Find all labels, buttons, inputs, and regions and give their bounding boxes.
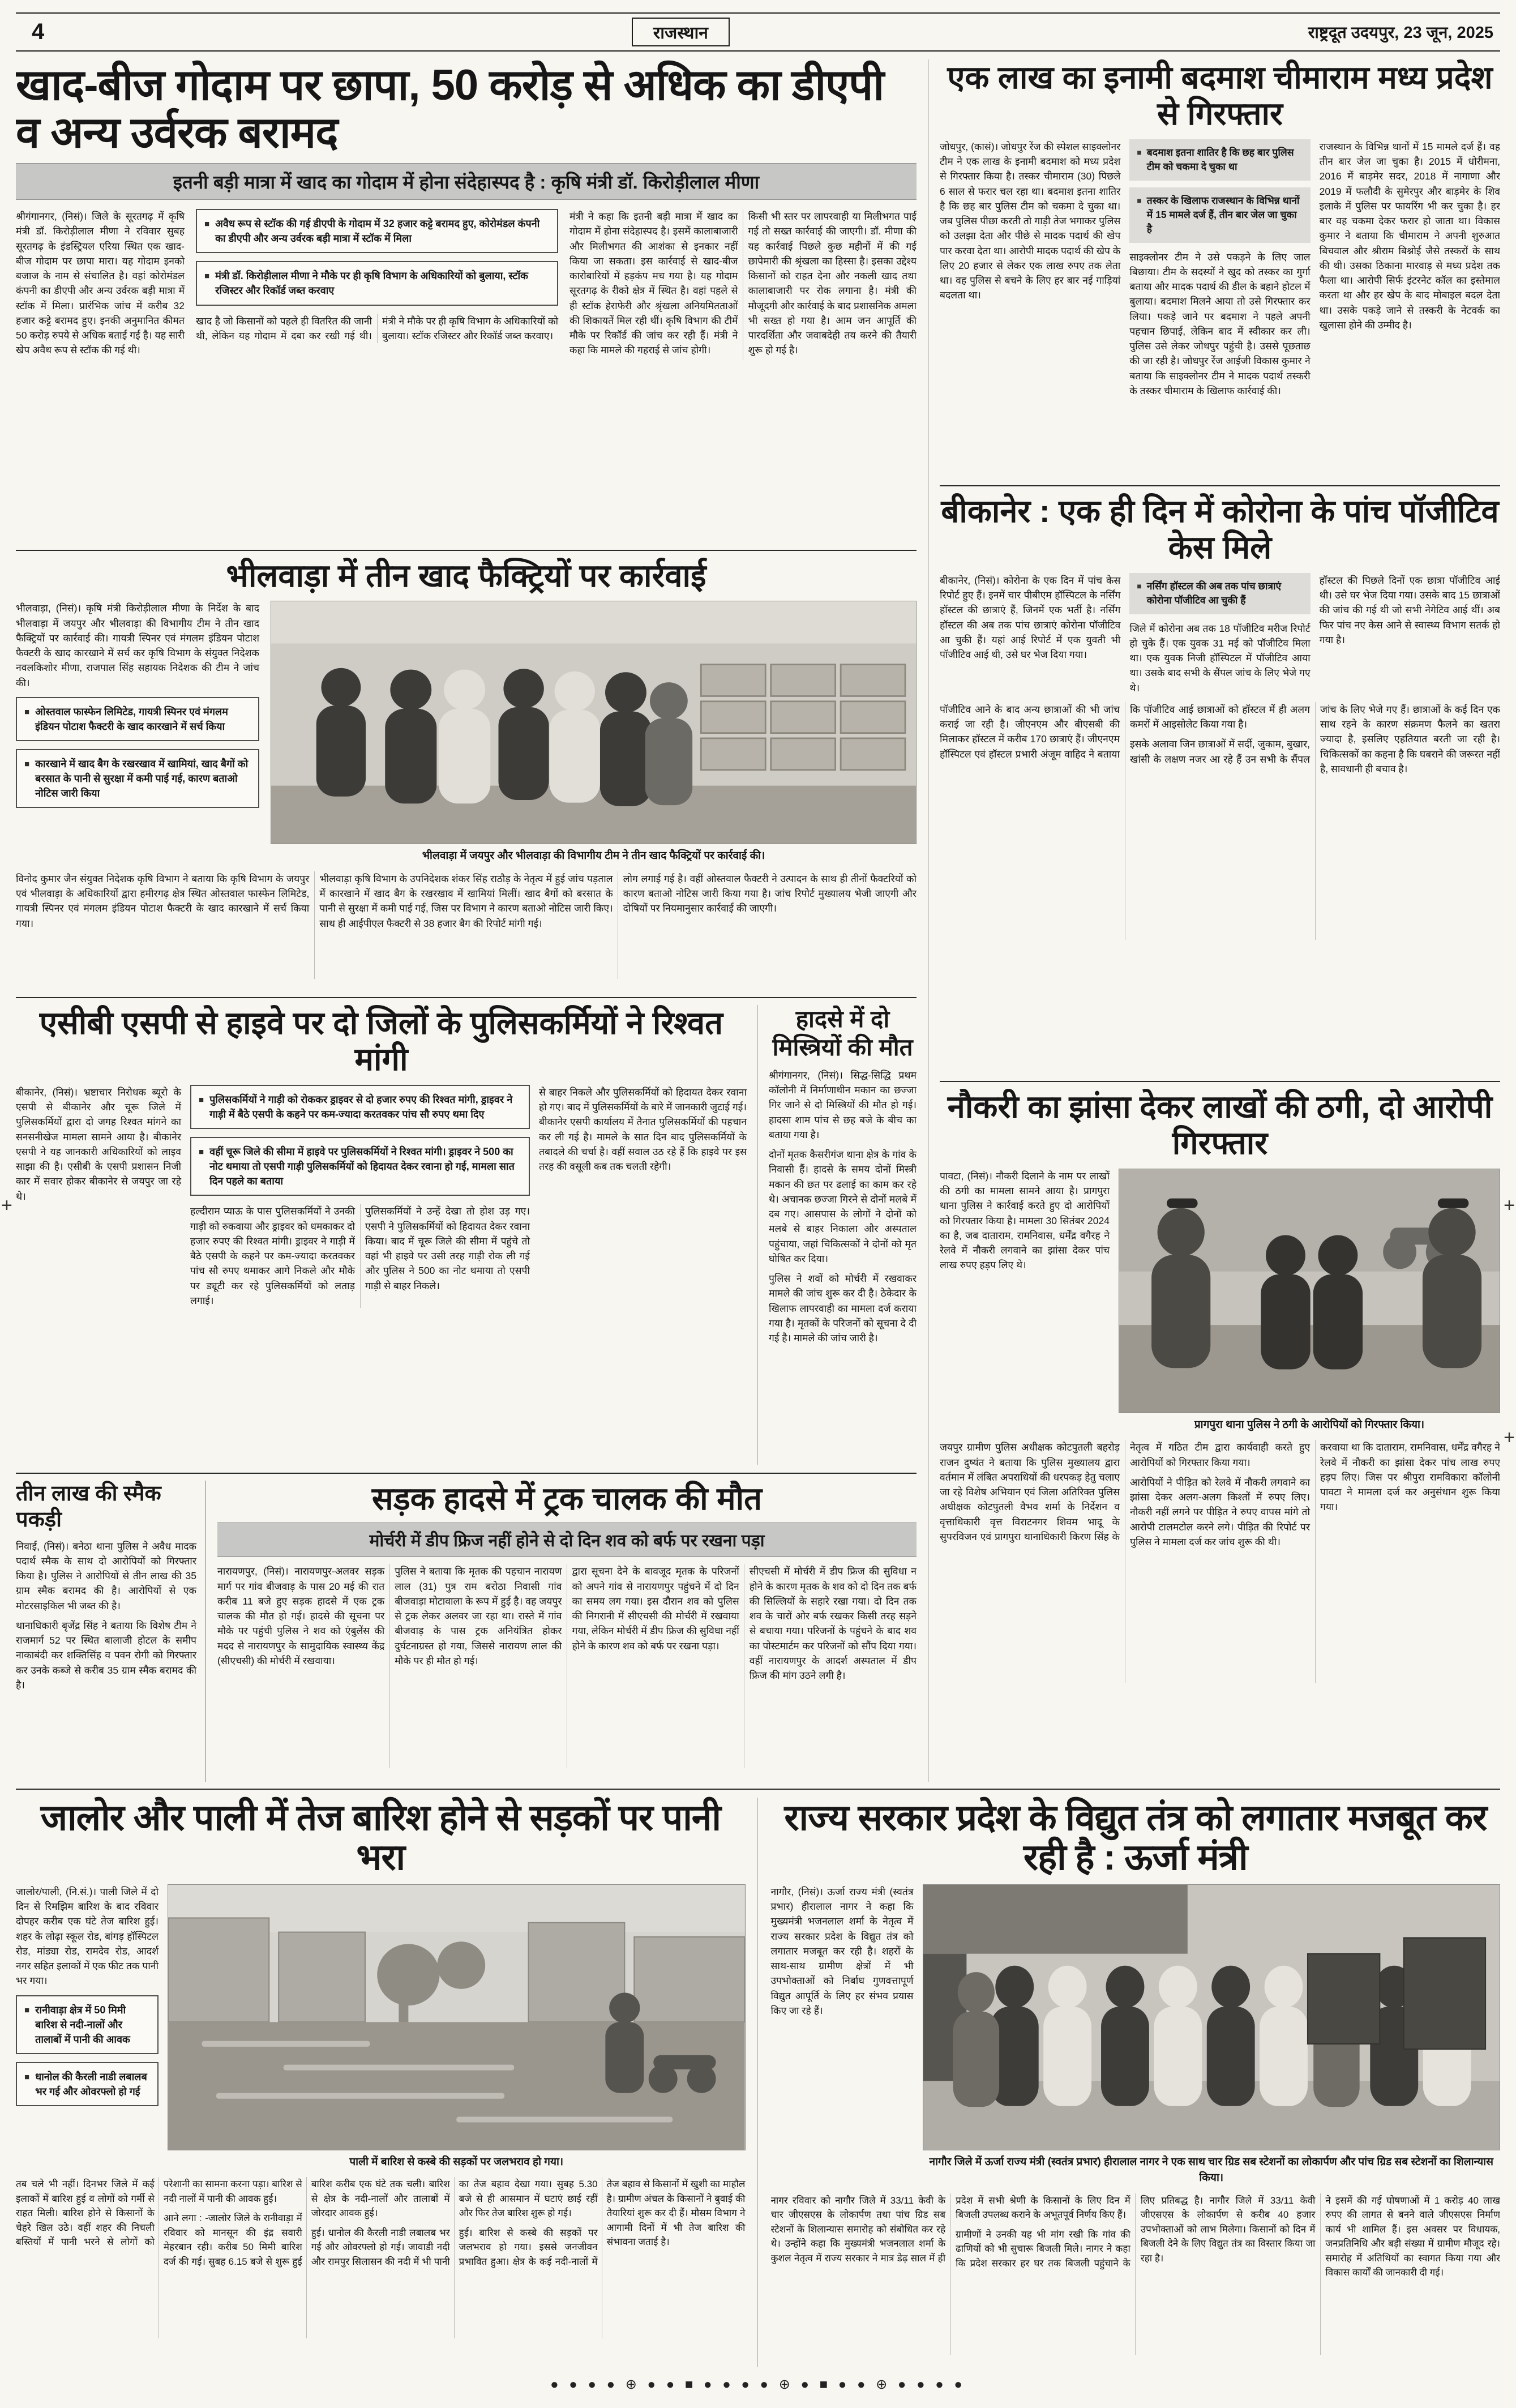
- right-region: [928, 59, 1500, 1782]
- photo-caption: प्रागपुरा थाना पुलिस ने ठगी के आरोपियों को गिरफ्तार किया।: [1194, 1418, 1425, 1431]
- paragraph: जोधपुर, (कासं)। जोधपुर रेंज की स्पेशल साइक्लोनर टीम ने एक लाख के इनामी बदमाश को मध्य प्रदेश से गिरफ्तार किया है। तस्कर चीमाराम (30) पिछले 6 साल से फरार चल रहा था। बदमाश इतना शातिर है कि छह बार पुलिस टीम को चकमा दे चुका था। जब पुलिस पीछा करती तो गाड़ी तेज भगाकर पुलिस को उलझा देता और पीछे से मादक पदार्थ की खेप पार करवा देता था। आरोपी मादक पदार्थ की खेप के लिए 20 हजार से लेकर एक लाख रुपए तक लेता था। वह पुलिस से बचने के लिए हर बार नई गाड़ियां बदलता था।: [940, 140, 1121, 301]
- bullet-item: ■ कारखाने में खाद बैग के रखरखाव में खामियां, खाद बैगों को बरसात के पानी से सुरक्षा में कमी पाई गई, कारण बताओ नोटिस जारी किया: [16, 749, 259, 808]
- headline: जालोर और पाली में तेज बारिश होने से सड़कों पर पानी भरा: [40, 1797, 721, 1878]
- paragraph: भीलवाड़ा कृषि विभाग के उपनिदेशक शंकर सिंह राठौड़ के नेतृत्व में हुई जांच पड़ताल में कारखाने में खाद बैग के रखरखाव में खामियां मिलीं। खाद बैगों को बरसात के पानी से सुरक्षा में कमी पाई गई, जिस पर विभाग ने कारण बताओ नोटिस जारी किए। साथ ही आईपीएल फैक्टरी से 38 हजार बैग की रिपोर्ट मांगी गई।: [319, 872, 613, 929]
- masthead: [16, 12, 1500, 52]
- photo-caption: नागौर जिले में ऊर्जा राज्य मंत्री (स्वतंत्र प्रभार) हीरालाल नागर ने एक साथ चार ग्रिड सब स्टेशनों का लोकार्पण और पांच ग्रिड सब स्टेशनों का शिलान्यास किया।: [929, 2155, 1493, 2184]
- text-strip: [771, 2193, 1501, 2355]
- article-bhilwara-factories: [16, 558, 917, 989]
- paragraph: आने लगा : -जालोर जिले के रानीवाड़ा में रविवार को मानसून की इंद्र सवारी मेहरबान रही। करीब 50 मिमी बारिश दर्ज की गई। सुबह 6.15 बजे से शुरू हुई बारिश करीब एक घंटे तक चली। बारिश से क्षेत्र के नदी-नालों और तालाबों में जोरदार आवक हुई।: [163, 2179, 450, 2267]
- paragraph: किसी भी स्तर पर लापरवाही या मिलीभगत पाई गई तो सख्त कार्रवाई की जाएगी। डॉ. मीणा की यह कार्रवाई पिछले कुछ महीनों में की गई छापेमारी की श्रृंखला का हिस्सा है। इसका उद्देश्य किसानों को राहत देना और नकली खाद तथा कालाबाजारी पर रोक लगाना है। मंत्री की मौजूदगी और कार्रवाई के बाद प्रशासनिक अमला भी सख्त हो गया है। आम जन आपूर्ति की पारदर्शिता और जवाबदेही तय करने की तैयारी शुरू हो गई है।: [748, 211, 917, 356]
- registration-mark: +: [1504, 1195, 1515, 1216]
- registration-mark: +: [1504, 1427, 1515, 1448]
- text-column: [1129, 139, 1310, 398]
- section-title: राजस्थान: [632, 18, 730, 46]
- paragraph: बीकानेर, (निसं)। भ्रष्टाचार निरोधक ब्यूरो के एसपी से बीकानेर और चूरू जिले में पुलिसकर्मियों द्वारा दो जगह रिश्वत मांगने का सनसनीखेज मामला सामने आया है। बीकानेर एसपी ने यह जानकारी अधिकारियों को लाइव साझा की है। एसीबी के एसपी प्रशासन निजी कार में सवार होकर बीकानेर से जयपुर जा रहे थे।: [16, 1086, 181, 1202]
- text-strip: [16, 871, 917, 979]
- waterlogged-street-photo: [168, 1884, 746, 2150]
- bullet-item: ■ ओस्तवाल फास्फेन लिमिटेड, गायत्री स्पिनर एवं मंगलम इंडियन पोटाश फैक्टरी के खाद कारखाने में सर्च किया: [16, 697, 259, 741]
- text-column: [1129, 573, 1310, 695]
- paragraph: पुलिस ने शवों को मोर्चरी में रखवाकर मामले की जांच शुरू कर दी है। ठेकेदार के खिलाफ लापरवाही का मामला दर्ज कराया गया है। मृतकों के परिजनों को सूचना दे दी गई है। मामले की जांच जारी है।: [769, 1273, 917, 1344]
- text-column: [539, 1085, 747, 1308]
- headline: खाद-बीज गोदाम पर छापा, 50 करोड़ से अधिक का डीएपी व अन्य उर्वरक बरामद: [16, 61, 884, 157]
- text-strip: [16, 2177, 746, 2338]
- grid-substation-ceremony-photo: [923, 1884, 1501, 2150]
- paragraph: मंत्री ने कहा कि इतनी बड़ी मात्रा में खाद का गोदाम में होना संदेहास्पद है। इसमें कालाबाजारी और मिलीभगत की आशंका से इनकार नहीं किया जा सकता। इस कार्रवाई से खाद-बीज कारोबारियों में हड़कंप मच गया है। यह गोदाम सूरतगढ़ के रीको क्षेत्र में स्थित है। वहां पहले से ही स्टॉक हेराफेरी और श्रृंखला अनियमितताओं की शिकायतें मिल रही थीं। कृषि विभाग की टीमें मौके पर रिकॉर्ड की जांच कर रही हैं। मंत्री ने कहा कि मामले की गहराई से जांच होगी।: [569, 211, 738, 356]
- text-column: [771, 1884, 914, 2187]
- paragraph: नारायणपुर, (निसं)। नारायणपुर-अलवर सड़क मार्ग पर गांव बीजवाड़ के पास 20 मई की रात करीब 11 बजे हुए सड़क हादसे में एक ट्रक चालक की मौत हो गई। हादसे की सूचना पर मौके पर पहुंची पुलिस ने शव को एंबुलेंस की मदद से नारायणपुर के सामुदायिक स्वास्थ्य केंद्र (सीएचसी) की मोर्चरी में रखवाया।: [217, 1566, 385, 1666]
- text-column: [1320, 139, 1500, 398]
- paragraph: श्रीगंगानगर, (निसं)। सिद्ध-सिद्धि प्रथम कॉलोनी में निर्माणाधीन मकान का छज्जा गिर जाने से दो मिस्त्रियों की मौत हो गई। हादसा शाम पांच से छह बजे के बीच का बताया गया है।: [769, 1069, 917, 1140]
- article-acb-bribe: [16, 1005, 757, 1465]
- paragraph: जिले में कोरोना अब तक 18 पॉजीटिव मरीज रिपोर्ट हो चुके हैं। एक युवक 31 मई को पॉजीटिव मिला था। एक युवक निजी हॉस्पिटल में पॉजीटिव आया था। उसके बाद सभी के सैंपल जांच के लिए भेजे गए थे।: [1129, 622, 1311, 694]
- bullet-item: ■ वहीं चूरू जिले की सीमा में हाइवे पर पुलिसकर्मियों ने रिश्वत मांगी। ड्राइवर ने 500 का नोट थमाया तो एसपी गाड़ी पुलिसकर्मियों को हिदायत देकर रवाना हो गई, मामला सात दिन पहले का बताया: [190, 1137, 530, 1196]
- text-column: [769, 1068, 917, 1346]
- paragraph: निवाई, (निसं)। बनेठा थाना पुलिस ने अवैध मादक पदार्थ स्मैक के साथ दो आरोपियों को गिरफ्तार किया है। पुलिस ने आरोपियों से तीन लाख की 35 ग्राम स्मैक बरामद की है। आरोपियों से एक मोटरसाइकिल भी जब्त की है।: [16, 1540, 196, 1611]
- paragraph: नागर रविवार को नागौर जिले में 33/11 केवी के चार जीएसएस के लोकार्पण तथा पांच ग्रिड सब स्टेशनों के शिलान्यास समारोह को संबोधित कर रहे थे। उन्होंने कहा कि मुख्यमंत्री भजनलाल शर्मा के कुशल नेतृत्व में राज्य सरकार ने मात्र डेढ़ साल में ही प्रदेश में सभी श्रेणी के किसानों के लिए दिन में बिजली उपलब्ध कराने के अभूतपूर्व निर्णय किए हैं।: [770, 2195, 1130, 2264]
- main-content: [16, 59, 1500, 1782]
- divider: [16, 1473, 917, 1474]
- registration-mark: +: [1, 1195, 12, 1216]
- paragraph: श्रीगंगानगर, (निसं)। जिले के सूरतगढ़ में कृषि मंत्री डॉ. किरोड़ीलाल मीणा ने रविवार सुबह सूरतगढ़ के इंडस्ट्रियल एरिया स्थित एक खाद-बीज गोदाम पर छापा मारा। यह गोदाम इनको बजाज के नाम से संचालित है। वहां कोरोमंडल कंपनी का डीएपी और अन्य उर्वरक बड़ी मात्रा में स्टॉक में मिला। प्रारंभिक जांच में करीब 32 हजार कट्टे बरामद हुए। इनकी अनुमानित कीमत 50 करोड़ रुपये से अधिक बताई गई है। यह सारी खेप अवैध रूप से स्टॉक की गई थी।: [16, 211, 185, 356]
- left-region: [16, 59, 928, 1782]
- article-row: [16, 1005, 917, 1465]
- text-strip: [217, 1564, 917, 1768]
- article-energy-minister: [771, 1798, 1501, 2367]
- paragraph: पॉजीटिव आने के बाद अन्य छात्राओं की भी जांच कराई जा रही है। जीएनएम और बीएसबी की मिलाकर हॉस्टल में करीब 170 छात्राएं हैं। जीएनएम हॉस्पिटल एवं हॉस्टल प्रभारी अंजूम वाहिद ने बताया कि पॉजीटिव आई छात्राओं को हॉस्टल में ही अलग कमरों में आइसोलेट किया गया है।: [940, 703, 1310, 760]
- text-strip: [940, 1440, 1500, 1683]
- headline: भीलवाड़ा में तीन खाद फैक्ट्रियों पर कार्रवाई: [226, 558, 706, 593]
- paragraph: तब चले भी नहीं। दिनभर जिले में कई इलाकों में बारिश हुई व लोगों को गर्मी से राहत मिली। बारिश होने से किसानों के चेहरे खिल उठे। वहीं शहर की निचली बस्तियों में पानी भरने से लोगों को परेशानी का सामना करना पड़ा। बारिश से नदी नालों में पानी की आवक हुई।: [16, 2179, 302, 2248]
- paragraph: साइक्लोनर टीम ने उसे पकड़ने के लिए जाल बिछाया। टीम के सदस्यों ने खुद को तस्कर का गुर्गा बताया और मादक पदार्थ की डील के बहाने होटल में बुलाया। बदमाश मिलने आया तो उसे गिरफ्तार कर लिया। पकड़े जाने पर बदमाश ने पहले अपनी पहचान छिपाई, लेकिन बाद में स्वीकार कर ली। पुलिस उसे लेकर जोधपुर पहुंची है। उससे पूछताछ की जा रही है। जोधपुर रेंज आईजी विकास कुमार ने बताया कि साइक्लोनर टीम ने मादक पदार्थ तस्करी के तस्कर चीमाराम के खिलाफ कार्रवाई की।: [1129, 251, 1311, 396]
- highlight-item: ■ नर्सिंग हॉस्टल की अब तक पांच छात्राएं कोरोना पॉजीटिव आ चुकी हैं: [1129, 573, 1310, 614]
- article-smack-seized: [16, 1481, 206, 1782]
- paragraph: हॉस्टल की पिछले दिनों एक छात्रा पॉजीटिव आई थी। उसे घर भेज दिया गया। उसके बाद 15 छात्राओं की जांच की गई थी जो सभी नेगेटिव आई थीं। अब फिर पांच नए केस आने से स्वास्थ्य विभाग सतर्क हो गया है।: [1319, 574, 1500, 645]
- print-registration-marks: [16, 2376, 1500, 2393]
- photo-caption: भीलवाड़ा में जयपुर और भीलवाड़ा की विभागीय टीम ने तीन खाद फैक्ट्रियों पर कार्रवाई की।: [422, 850, 765, 862]
- article-truck-driver-death: [217, 1481, 917, 1782]
- subheadline: मोर्चरी में डीप फ्रिज नहीं होने से दो दिन शव को बर्फ पर रखना पड़ा: [217, 1522, 917, 1557]
- photo-figure: [1119, 1169, 1500, 1434]
- text-column: [16, 209, 185, 360]
- paragraph: विनोद कुमार जैन संयुक्त निदेशक कृषि विभाग ने बताया कि कृषि विभाग के जयपुर एवं भीलवाड़ा के अधिकारियों द्वारा हमीरगढ़ क्षेत्र स्थित ओस्तवाल फास्फेन लिमिटेड, गायत्री स्पिनर एवं मंगलम इंडियन पोटाश फैक्टरी के खाद कारखाने में सर्च किया गया।: [16, 872, 310, 929]
- article-job-fraud: [940, 1081, 1500, 1755]
- divider: [16, 550, 917, 551]
- article-wanted-criminal: [940, 59, 1500, 480]
- subheadline: इतनी बड़ी मात्रा में खाद का गोदाम में होना संदेहास्पद है : कृषि मंत्री डॉ. किरोड़ीलाल मीणा: [16, 163, 917, 200]
- bullet-item: ■ अवैध रूप से स्टॉक की गई डीएपी के गोदाम में 32 हजार कट्टे बरामद हुए, कोरोमंडल कंपनी का डीएपी और अन्य उर्वरक बड़ी मात्रा में स्टॉक में मिला: [196, 209, 558, 253]
- paragraph: नागौर, (निसं)। ऊर्जा राज्य मंत्री (स्वतंत्र प्रभार) हीरालाल नागर ने कहा कि मुख्यमंत्री भजनलाल शर्मा के नेतृत्व में राज्य सरकार प्रदेश के विद्युत तंत्र को लगातार मजबूत कर रही है। शहरों के साथ-साथ ग्रामीण क्षेत्रों में भी उपभोक्ताओं को निर्बाध गुणवत्तापूर्ण विद्युत आपूर्ति के लिए हर संभव प्रयास किए जा रहे हैं।: [770, 1885, 914, 2016]
- bullet-item: ■ पुलिसकर्मियों ने गाड़ी को रोककर ड्राइवर से दो हजार रुपए की रिश्वत मांगी, ड्राइवर ने गाड़ी में बैठे एसपी के कहने पर कम-ज्यादा करतवकर पांच सौ रुपए थमा दिए: [190, 1085, 530, 1129]
- article-fertilizer-raid: [16, 59, 917, 542]
- paragraph: हुई। धानोल की कैरली नाडी लबालब भर गई और ओवरफ्लो हो गई। जावाडी नदी और रामपुर सिलासन की नदी में भी पानी का तेज बहाव देखा गया। सुबह 5.30 बजे से ही आसमान में घटाएं छाई रहीं और फिर तेज बारिश शुरू हो गई।: [311, 2179, 598, 2267]
- text-column: [16, 601, 259, 865]
- bottom-band: [16, 1789, 1500, 2367]
- paragraph: द्वारा सूचना देने के बावजूद मृतक के परिजनों को अपने गांव से नारायणपुर पहुंचने में दो दिन का समय लग गया। इस दौरान शव को पुलिस की निगरानी में सीएचसी की मोर्चरी में रखवाया गया, लेकिन मोर्चरी में डीप फ्रिज की सुविधा नहीं होने के कारण शव को बर्फ पर रखना पड़ा।: [572, 1566, 739, 1652]
- paragraph: दोनों मृतक कैसरीगंज थाना क्षेत्र के गांव के निवासी हैं। हादसे के समय दोनों मिस्त्री मकान की छत पर ढलाई का काम कर रहे थे। अचानक छज्जा गिरने से दोनों मलबे में दब गए। आसपास के लोगों ने दोनों को मलबे से बाहर निकाला और अस्पताल पहुंचाया, जहां चिकित्सकों ने दोनों को मृत घोषित कर दिया।: [769, 1149, 917, 1264]
- paragraph: ने इसमें की गई घोषणाओं में 1 करोड़ 40 लाख रुपए की लागत से बनने वाले जीएसएस निर्माण कार्य भी शामिल हैं। इस अवसर पर विधायक, जनप्रतिनिधि और बड़ी संख्या में ग्रामीण मौजूद रहे। समारोह में अतिथियों का स्वागत किया गया और विकास कार्यों की जानकारी दी गई।: [1325, 2195, 1500, 2278]
- paragraph: आरोपियों ने पीड़ित को रेलवे में नौकरी लगवाने का झांसा देकर अलग-अलग किश्तों में रुपए लिए। नौकरी नहीं लगने पर पीड़ित ने रुपए वापस मांगे तो आरोपी टालमटोल करने लगे। पीड़ित की रिपोर्ट पर पुलिस ने मामला दर्ज कर जांच शुरू की थी।: [1130, 1476, 1310, 1547]
- paragraph: राजस्थान के विभिन्न थानों में 15 मामले दर्ज हैं। वह तीन बार जेल जा चुका है। 2015 में धोरीमना, 2016 में बाड़मेर सदर, 2018 में नागाणा और 2019 में फलौदी के सुमेरपुर और बाड़मेर के शिव इलाके में पुलिस पर फायरिंग भी कर चुका है। हर बार वह चकमा देकर फरार हो जाता था। विकास कुमार ने बताया कि चीमाराम ने अपनी शुरुआत बिचवाल और श्रीराम बिश्नोई जैसे तस्करों के साथ की थी। उसका ठिकाना मारवाड़ से मध्य प्रदेश तक फैला था। आरोपी सिर्फ इंटरनेट कॉल का इस्तेमाल करता था और हर खेप के बाद मोबाइल बदल देता था। उसके पकड़े जाने से तस्करी के नेटवर्क का खुलासा होने की उम्मीद है।: [1319, 140, 1500, 331]
- text-column: [196, 209, 558, 360]
- paragraph: लोग लगाई गई है। वहीं ओस्तवाल फैक्टरी ने उत्पादन के साथ ही तीनों फैक्टरियों को कारण बताओ नोटिस जारी किया गया है। जांच रिपोर्ट मुख्यालय भेजी जाएगी और दोषियों पर नियमानुसार कार्रवाई की जाएगी।: [623, 872, 917, 914]
- paragraph: पुलिसकर्मियों ने उन्हें देखा तो होश उड़ गए। एसपी ने पुलिसकर्मियों को हिदायत देकर रवाना किया। बाद में चूरू जिले की सीमा में पहुंचे तो वहां भी हाइवे पर उसी तरह गाड़ी रोक ली गई और पुलिस ने 500 का नोट थमाया तो एसपी गाड़ी से बाहर निकले।: [365, 1205, 530, 1291]
- paragraph: थानाधिकारी बृजेंद्र सिंह ने बताया कि विशेष टीम ने राजमार्ग 52 पर स्थित बालाजी होटल के समीप नाकाबंदी कर शक्तिसिंह व पवन रोगी को गिरफ्तार कर उनके कब्जे से करीब 35 ग्राम स्मैक बरामद की है।: [16, 1619, 196, 1691]
- headline: सड़क हादसे में ट्रक चालक की मौत: [371, 1481, 763, 1516]
- registration-dots: ● ● ● ● ⊕ ● ● ■ ● ● ● ● ⊕ ● ■ ● ● ⊕ ● ● ● ●: [550, 2377, 966, 2392]
- bullet-item: ■ मंत्री डॉ. किरोड़ीलाल मीणा ने मौके पर ही कृषि विभाग के अधिकारियों को बुलाया, स्टॉक रजिस्टर और रिकॉर्ड जब्त करवाए: [196, 261, 558, 305]
- paragraph: खाद है जो किसानों को पहले ही वितरित की जानी थी, लेकिन यह गोदाम में दबा कर रखी गई थी। मंत्री ने मौके पर ही कृषि विभाग के अधिकारियों को बुलाया। स्टॉक रजिस्टर और रिकॉर्ड जब्त करवाए।: [196, 315, 558, 341]
- divider: [16, 997, 917, 998]
- text-column: [940, 573, 1120, 695]
- paragraph: इसके अलावा जिन छात्राओं में सर्दी, जुकाम, बुखार, खांसी के लक्षण नजर आ रहे हैं उन सभी के सैंपल जांच के लिए भेजे गए हैं। छात्राओं के कई दिन एक साथ रहने के कारण संक्रमण फैलने का खतरा ज्यादा है, इसलिए एहतियात बरती जा रही है। चिकित्सकों का कहना है कि घबराने की जरूरत नहीं है, सावधानी ही बचाव है।: [1130, 703, 1500, 775]
- headline: तीन लाख की स्मैक पकड़ी: [16, 1482, 161, 1532]
- highlight-item: ■ तस्कर के खिलाफ राजस्थान के विभिन्न थानों में 15 मामले दर्ज हैं, तीन बार जेल जा चुका है: [1129, 187, 1310, 243]
- photo-figure: [923, 1884, 1501, 2187]
- text-column: [16, 1884, 159, 2171]
- paragraph: जालोर/पाली, (नि.सं.)। पाली जिले में दो दिन से रिमझिम बारिश के बाद रविवार दोपहर करीब एक घंटे तेज बारिश हुई। शहर के लोढ़ा स्कूल रोड, बांगड़ हॉस्पिटल रोड, मांड्या रोड, रामदेव रोड, आदर्श नगर सहित इलाकों में एक फीट तक पानी भर गया।: [16, 1885, 159, 1987]
- text-column: [940, 1169, 1110, 1434]
- bullet-item: ■ रानीवाड़ा क्षेत्र में 50 मिमी बारिश से नदी-नालों और तालाबों में पानी की आवक: [16, 1995, 159, 2054]
- photo-figure: [168, 1884, 746, 2171]
- headline: राज्य सरकार प्रदेश के विद्युत तंत्र को लगातार मजबूत कर रही है : ऊर्जा मंत्री: [784, 1797, 1487, 1878]
- headline: नौकरी का झांसा देकर लाखों की ठगी, दो आरोपी गिरफ्तार: [947, 1089, 1493, 1161]
- page-number: 4: [32, 19, 45, 44]
- paragraph: हुई। बारिश से कस्बे की सड़कों पर जलभराव हो गया। इससे जनजीवन प्रभावित हुआ। क्षेत्र के कई नदी-नालों में तेज बहाव से किसानों में खुशी का माहौल है। ग्रामीण अंचल के किसानों ने बुवाई की तैयारियां शुरू कर दी हैं। मौसम विभाग ने आगामी दिनों में भी तेज बारिश की संभावना जताई है।: [459, 2179, 746, 2267]
- paragraph: जयपुर ग्रामीण पुलिस अधीक्षक कोटपुतली बहरोड़ राजन दुष्यंत ने बताया कि पुलिस मुख्यालय द्वारा वर्तमान में लंबित अपराधियों की धरपकड़ हेतु चलाए जा रहे विशेष अभियान एवं जिला अतिरिक्त पुलिस अधीक्षक कोटपुतली वैभव शर्मा के निर्देशन व वृत्ताधिकारी वृत्त विराटनगर शिवम भादू के सुपरविजन एवं प्रागपुरा थानाधिकारी किरण सिंह के नेतृत्व में गठित टीम द्वारा कार्यवाही करते हुए आरोपियों को गिरफ्तार किया गया।: [940, 1442, 1310, 1542]
- headline: बीकानेर : एक ही दिन में कोरोना के पांच पॉजीटिव केस मिले: [941, 493, 1499, 566]
- edition-dateline: राष्ट्रदूत उदयपुर, 23 जून, 2025: [1308, 24, 1493, 42]
- article-row: [16, 1481, 917, 1782]
- article-corona-cases: [940, 485, 1500, 1075]
- paragraph: पावटा, (निसं)। नौकरी दिलाने के नाम पर लाखों की ठगी का मामला सामने आया है। प्रागपुरा थाना पुलिस ने कार्रवाई करते हुए दो आरोपियों को गिरफ्तार किया है। मामला 30 सितंबर 2024 का है, जब दाताराम, रामनिवास, धर्मेंद्र वगैरह ने रेलवे में नौकरी लगवाने का झांसा देकर पांच लाख रुपए हड़प लिए थे।: [940, 1170, 1110, 1271]
- bullet-item: ■ धानोल की कैरली नाडी लबालब भर गई और ओवरफ्लो हो गई: [16, 2062, 159, 2106]
- text-column: [1320, 573, 1500, 695]
- text-column: [16, 1539, 196, 1693]
- paragraph: से बाहर निकले और पुलिसकर्मियों को हिदायत देकर रवाना हो गए। बाद में पुलिसकर्मियों के बारे में जानकारी जुटाई गई। बीकानेर एसपी कार्यालय में तैनात पुलिसकर्मियों की पहचान कर ली गई है। मामले के सात दिन बाद पुलिसकर्मियों के तबादले की चर्चा है। वहीं सवाल उठ रहे हैं कि हाइवे पर इस तरह की वसूली कब तक चलती रहेगी।: [539, 1086, 747, 1173]
- headline: एक लाख का इनामी बदमाश चीमाराम मध्य प्रदेश से गिरफ्तार: [947, 59, 1493, 132]
- highlight-item: ■ बदमाश इतना शातिर है कि छह बार पुलिस टीम को चकमा दे चुका था: [1129, 139, 1310, 181]
- paragraph: हल्दीराम प्याऊ के पास पुलिसकर्मियों ने उनकी गाड़ी को रुकवाया और ड्राइवर को धमकाकर दो हजार रुपए की रिश्वत मांगी। ड्राइवर ने गाड़ी में बैठे एसपी के कहने पर कम-ज्यादा करतवकर पांच सौ रुपए थमाकर आगे निकले और मौके पर ड्यूटी कर रहे पुलिसकर्मियों को लताड़ लगाई।: [190, 1205, 355, 1306]
- paragraph: ग्रामीणों ने उनकी यह भी मांग रखी कि गांव की ढाणियों को भी सुचारू बिजली मिले। नागर ने कहा कि प्रदेश सरकार हर घर तक बिजली पहुंचाने के लिए प्रतिबद्ध है। नागौर जिले में 33/11 केवी जीएसएस के लोकार्पण से करीब 40 हजार उपभोक्ताओं को लाभ मिलेगा। किसानों को दिन में बिजली देने के लिए विद्युत तंत्र का विस्तार किया जा रहा है।: [956, 2195, 1316, 2269]
- headline: हादसे में दो मिस्त्रियों की मौत: [772, 1006, 913, 1061]
- text-column: [190, 1085, 530, 1308]
- paragraph: भीलवाड़ा, (निसं)। कृषि मंत्री किरोड़ीलाल मीणा के निर्देश के बाद भीलवाड़ा में जयपुर और भीलवाड़ा की विभागीय टीम ने तीन खाद फैक्ट्रियों पर कार्रवाई की। गायत्री स्पिनर एवं मंगलम इंडियन पोटाश फैक्टरी के खाद कारखाने में सर्च कर कृषि विभाग के संयुक्त निदेशक नवलकिशोर मीणा, राजपाल सिंह सहायक निदेशक की टीम ने जांच की।: [16, 602, 259, 688]
- text-column: [569, 209, 917, 360]
- paragraph: पुलिस ने बताया कि मृतक की पहचान नारायण लाल (31) पुत्र राम बरोठा निवासी गांव बीजवाड़ा मोटावाला के रूप में हुई है। वह जयपुर से ट्रक लेकर अलवर जा रहा था। रास्ते में गांव बीजवाड़ के पास ट्रक अनियंत्रित होकर दुर्घटनाग्रस्त हो गया, जिससे नारायण लाल की मौके पर ही मौत हो गई।: [395, 1566, 562, 1666]
- factory-inspection-photo: [271, 601, 917, 844]
- paragraph: बीकानेर, (निसं)। कोरोना के एक दिन में पांच केस रिपोर्ट हुए हैं। इनमें चार पीबीएम हॉस्पिटल के नर्सिंग हॉस्टल की छात्राएं हैं, जिनमें एक भर्ती है। नर्सिंग हॉस्टल की अब तक पांच छात्राएं कोरोना पॉजीटिव आ चुकी हैं। यहां आई रिपोर्ट में एक युवती भी पॉजीटिव आई थी, उसे घर भेज दिया गया।: [940, 574, 1121, 661]
- headline: एसीबी एसपी से हाइवे पर दो जिलों के पुलिसकर्मियों ने रिश्वत मांगी: [39, 1005, 723, 1077]
- article-masons-death: [769, 1005, 917, 1465]
- paragraph: करवाया था कि दाताराम, रामनिवास, धर्मेंद्र वगैरह ने रेलवे में नौकरी का झांसा देकर पांच लाख रुपए हड़प लिए। जिस पर श्रीपुरा रामविकारा कॉलोनी पावटा ने मामला दर्ज कर अनुसंधान शुरू किया गया।: [1320, 1442, 1500, 1513]
- photo-figure: [271, 601, 917, 865]
- paragraph: सीएचसी में मोर्चरी में डीप फ्रिज की सुविधा न होने के कारण मृतक के शव को दो दिन तक बर्फ की सिल्लियों के सहारे रखा गया। दो दिन तक शव के चारों ओर बर्फ रखकर किसी तरह सड़ने से बचाया गया। परिजनों के पहुंचने के बाद शव का पोस्टमार्टम कर परिजनों को सौंप दिया गया। वहीं नारायणपुर के आदर्श अस्पताल में डीप फ्रिज की मांग उठने लगी है।: [749, 1566, 917, 1682]
- photo-caption: पाली में बारिश से कस्बे की सड़कों पर जलभराव हो गया।: [349, 2155, 564, 2168]
- article-heavy-rain: [16, 1798, 757, 2367]
- text-column: [16, 1085, 181, 1308]
- text-strip: [940, 702, 1500, 940]
- arrested-accused-photo: [1119, 1169, 1500, 1413]
- text-column: [940, 139, 1120, 398]
